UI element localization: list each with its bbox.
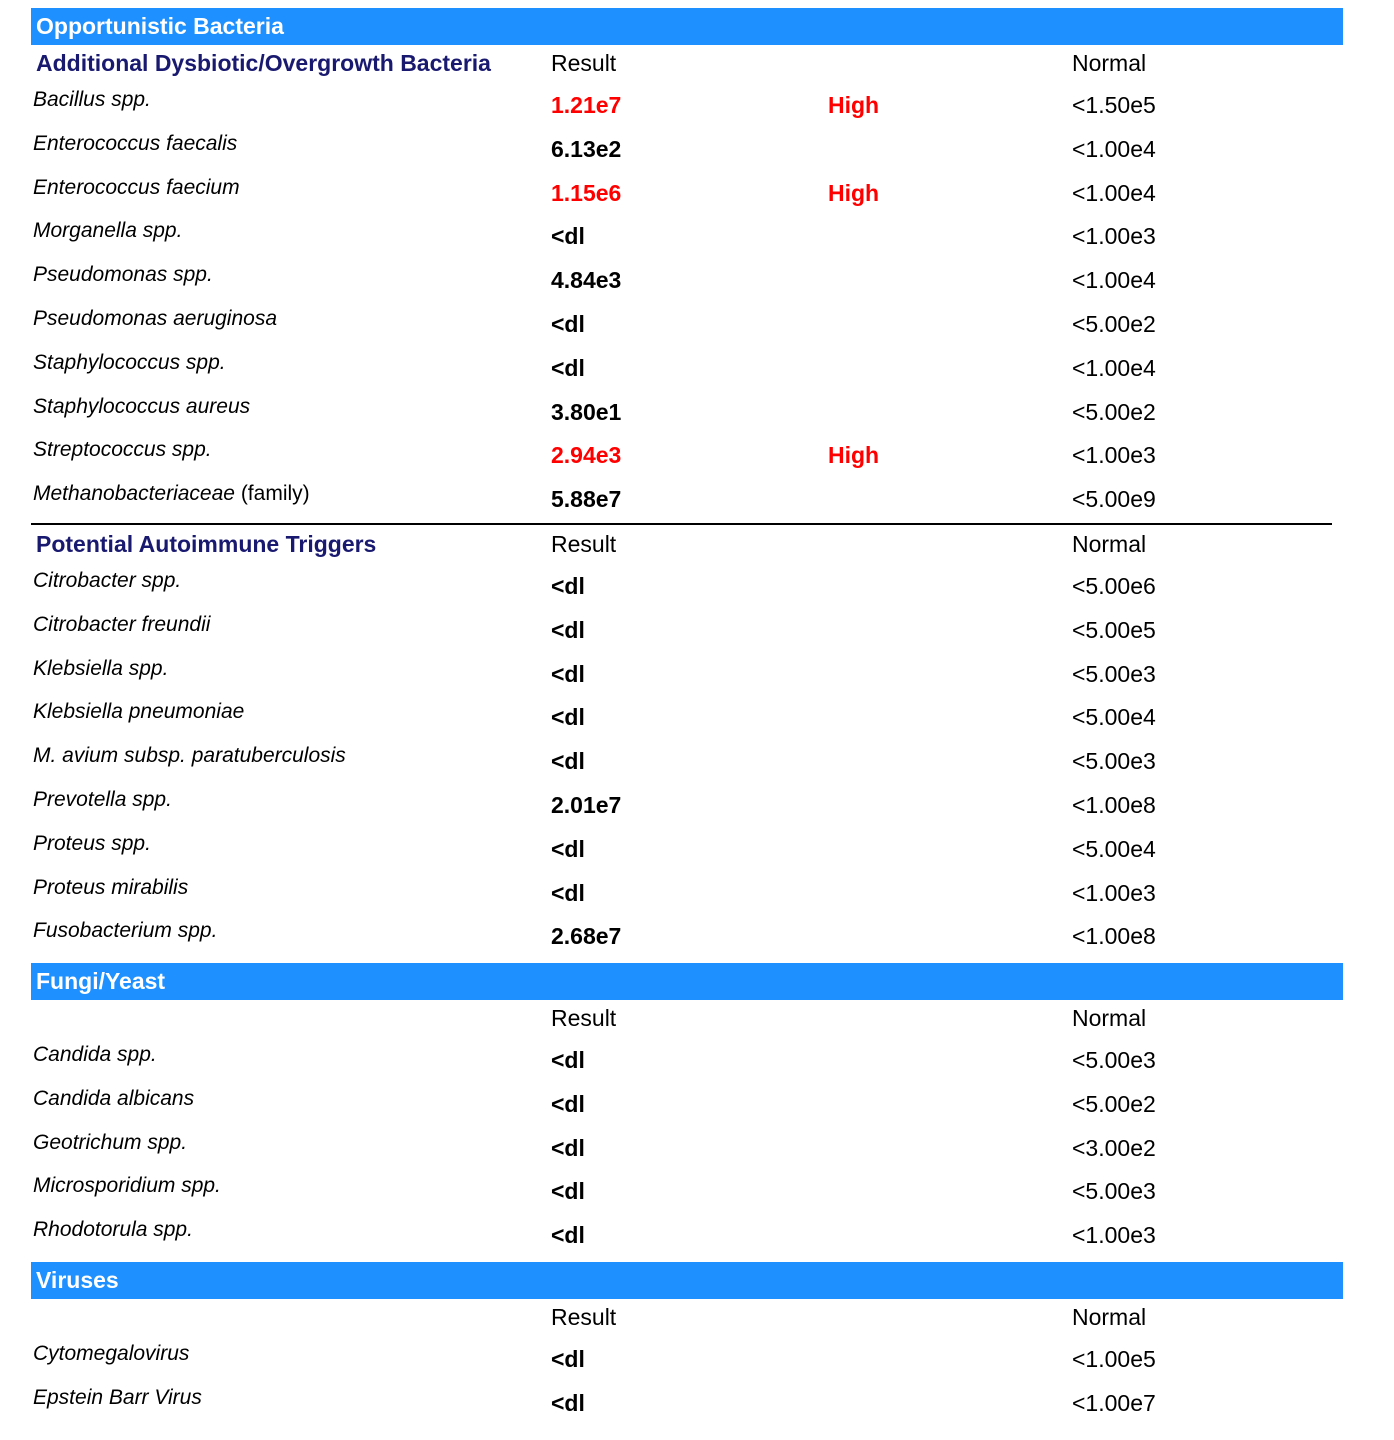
table-row — [0, 1218, 1394, 1262]
result-value: <dl — [551, 223, 585, 250]
table-row — [0, 395, 1394, 439]
organism-name — [33, 1174, 221, 1198]
result-value: <dl — [551, 1222, 585, 1249]
organism-name — [33, 788, 172, 812]
organism-name-text: Methanobacteriaceae — [33, 482, 235, 506]
organism-name-text: Cytomegalovirus — [33, 1342, 190, 1365]
normal-range: <3.00e2 — [1072, 1134, 1156, 1161]
table-row — [0, 219, 1394, 263]
result-value: 5.88e7 — [551, 486, 622, 513]
organism-name — [33, 395, 250, 419]
table-row — [0, 438, 1394, 482]
table-row — [0, 1131, 1394, 1175]
table-row — [0, 1087, 1394, 1131]
normal-range: <1.00e7 — [1072, 1389, 1156, 1416]
result-value: <dl — [551, 1389, 585, 1416]
organism-name — [33, 1043, 157, 1067]
organism-name — [33, 876, 188, 900]
result-column-header: Result — [551, 1005, 617, 1031]
organism-name-text: Fusobacterium spp. — [33, 919, 218, 943]
organism-name-text: Rhodotorula spp. — [33, 1218, 193, 1242]
section-divider — [31, 523, 1332, 525]
organism-name-text: Geotrichum spp. — [33, 1130, 188, 1154]
table-row — [0, 307, 1394, 351]
table-row — [0, 876, 1394, 920]
result-value: <dl — [551, 704, 585, 731]
organism-name — [33, 657, 168, 681]
organism-name-text: Pseudomonas spp. — [33, 263, 213, 287]
normal-range: <1.00e3 — [1072, 1222, 1156, 1249]
high-flag: High — [828, 179, 880, 206]
normal-range: <1.00e3 — [1072, 879, 1156, 906]
normal-range: <5.00e2 — [1072, 398, 1156, 425]
table-row — [0, 788, 1394, 832]
result-column-header: Result — [551, 1304, 617, 1330]
organism-name-text: Staphylococcus aureus — [33, 394, 251, 418]
table-row — [0, 351, 1394, 395]
organism-name — [33, 1131, 187, 1155]
organism-name-text: Candida spp. — [33, 1043, 157, 1066]
result-value: 2.94e3 — [551, 442, 622, 469]
organism-name-text: Klebsiella pneumoniae — [33, 700, 245, 724]
normal-range: <5.00e3 — [1072, 660, 1156, 687]
normal-range: <1.00e3 — [1072, 223, 1156, 250]
normal-range: <5.00e4 — [1072, 704, 1156, 731]
table-row — [0, 744, 1394, 788]
result-column-header: Result — [551, 531, 617, 557]
normal-range: <5.00e3 — [1072, 1047, 1156, 1073]
result-value: 4.84e3 — [551, 267, 622, 294]
result-value: <dl — [551, 1047, 585, 1073]
organism-name-text: Citrobacter spp. — [33, 569, 182, 592]
normal-column-header: Normal — [1072, 531, 1147, 557]
result-value: 1.15e6 — [551, 179, 622, 206]
table-row — [0, 1342, 1394, 1386]
organism-name-text: Microsporidium spp. — [33, 1174, 221, 1198]
organism-name — [33, 700, 244, 724]
organism-name-text: M. avium subsp. paratuberculosis — [33, 744, 346, 768]
organism-name — [33, 307, 277, 331]
result-value: 3.80e1 — [551, 398, 622, 425]
result-value: <dl — [551, 1346, 585, 1372]
organism-name — [33, 482, 310, 506]
organism-name — [33, 351, 226, 375]
organism-name-text: Klebsiella spp. — [33, 656, 169, 680]
normal-range: <1.00e4 — [1072, 354, 1156, 381]
section-header-opportunistic-bacteria: Opportunistic Bacteria — [31, 8, 1343, 45]
organism-name — [33, 919, 217, 943]
subsection-title-dysbiotic: Additional Dysbiotic/Overgrowth Bacteria — [36, 50, 491, 76]
organism-name — [33, 438, 212, 462]
organism-name-text: Proteus spp. — [33, 831, 151, 855]
result-value: <dl — [551, 660, 585, 687]
table-row — [0, 613, 1394, 657]
organism-name — [33, 1218, 193, 1242]
high-flag: High — [828, 442, 880, 469]
normal-range: <1.00e8 — [1072, 923, 1156, 950]
result-value: <dl — [551, 1134, 585, 1161]
normal-range: <1.00e8 — [1072, 792, 1156, 818]
table-row — [0, 657, 1394, 701]
subsection-title-autoimmune: Potential Autoimmune Triggers — [36, 531, 377, 557]
result-value: <dl — [551, 835, 585, 862]
organism-name-text: Bacillus spp. — [33, 88, 151, 111]
result-column-header: Result — [551, 50, 617, 76]
organism-name — [33, 176, 240, 200]
organism-name-text: Pseudomonas aeruginosa — [33, 307, 278, 330]
normal-range: <1.00e4 — [1072, 179, 1156, 206]
organism-name — [33, 132, 237, 156]
organism-name — [33, 88, 151, 112]
normal-range: <1.50e5 — [1072, 92, 1156, 118]
result-value: 2.68e7 — [551, 923, 622, 950]
normal-column-header: Normal — [1072, 1005, 1147, 1031]
organism-name-text: Enterococcus faecalis — [33, 131, 238, 155]
organism-name — [33, 613, 210, 637]
organism-name — [33, 569, 181, 593]
normal-range: <1.00e4 — [1072, 267, 1156, 294]
result-value: <dl — [551, 1178, 585, 1205]
normal-range: <5.00e6 — [1072, 573, 1156, 599]
normal-range: <1.00e5 — [1072, 1346, 1156, 1372]
result-value: 2.01e7 — [551, 792, 622, 818]
normal-column-header: Normal — [1072, 50, 1147, 76]
high-flag: High — [828, 92, 880, 118]
result-value: <dl — [551, 1090, 585, 1117]
normal-range: <5.00e9 — [1072, 486, 1156, 513]
organism-name — [33, 219, 182, 243]
normal-range: <5.00e4 — [1072, 835, 1156, 862]
organism-name-text: Epstein Barr Virus — [33, 1385, 202, 1409]
result-value: <dl — [551, 616, 585, 643]
table-row — [0, 569, 1394, 613]
result-value: <dl — [551, 748, 585, 775]
normal-column-header: Normal — [1072, 1304, 1147, 1330]
organism-name-text: Prevotella spp. — [33, 788, 172, 811]
normal-range: <1.00e4 — [1072, 135, 1156, 162]
normal-range: <5.00e3 — [1072, 1178, 1156, 1205]
result-value: <dl — [551, 311, 585, 337]
organism-name-suffix: (family) — [234, 482, 310, 506]
organism-name — [33, 1087, 194, 1111]
result-value: 1.21e7 — [551, 92, 622, 118]
table-row — [0, 832, 1394, 876]
normal-range: <5.00e3 — [1072, 748, 1156, 775]
table-row — [0, 88, 1394, 132]
table-row — [0, 1386, 1394, 1430]
result-value: <dl — [551, 879, 585, 906]
section-header-fungi-yeast: Fungi/Yeast — [31, 963, 1343, 1000]
table-row — [0, 1043, 1394, 1087]
section-header-viruses: Viruses — [31, 1262, 1343, 1299]
normal-range: <5.00e2 — [1072, 1090, 1156, 1117]
organism-name-text: Morganella spp. — [33, 219, 183, 243]
organism-name-text: Streptococcus spp. — [33, 438, 212, 462]
organism-name-text: Staphylococcus spp. — [33, 350, 226, 374]
organism-name-text: Proteus mirabilis — [33, 875, 189, 899]
organism-name — [33, 832, 151, 856]
table-row — [0, 482, 1394, 526]
table-row — [0, 263, 1394, 307]
result-value: <dl — [551, 573, 585, 599]
table-row — [0, 919, 1394, 963]
organism-name — [33, 744, 346, 768]
normal-range: <1.00e3 — [1072, 442, 1156, 469]
table-row — [0, 132, 1394, 176]
result-value: <dl — [551, 354, 585, 381]
table-row — [0, 700, 1394, 744]
organism-name — [33, 1386, 202, 1410]
organism-name — [33, 263, 213, 287]
table-row — [0, 176, 1394, 220]
organism-name-text: Candida albicans — [33, 1086, 195, 1110]
normal-range: <5.00e5 — [1072, 616, 1156, 643]
table-row — [0, 1174, 1394, 1218]
result-value: 6.13e2 — [551, 135, 622, 162]
organism-name — [33, 1342, 189, 1366]
normal-range: <5.00e2 — [1072, 311, 1156, 337]
organism-name-text: Enterococcus faecium — [33, 175, 240, 199]
organism-name-text: Citrobacter freundii — [33, 612, 211, 636]
